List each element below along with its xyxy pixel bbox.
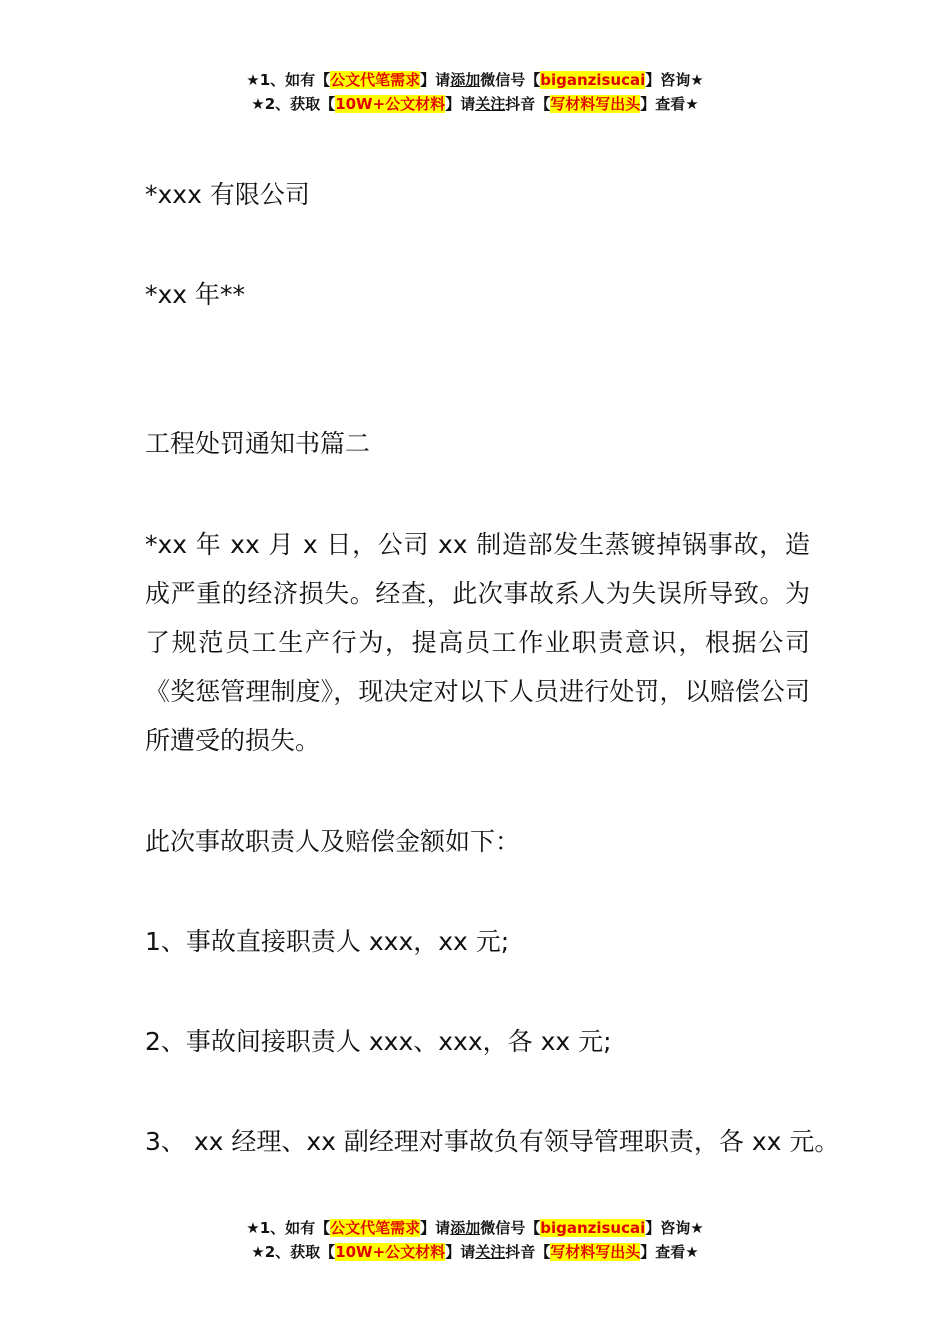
body-paragraph: *xx 年 xx 月 x 日，公司 xx 制造部发生蒸镀掉锅事故，造成严重的经济损失。经查，此次事故系人为失误所导致。为了规范员工生产行为，提高员工作业职责意识，根据公司《奖惩管理制度》，现决定对以下人员进行处罚，以赔偿公司所遭受的损失。 <box>145 530 810 755</box>
banner-highlight: 公文代笔需求 <box>330 71 421 89</box>
banner-text: 抖音【 <box>505 1243 551 1261</box>
banner-highlight: 10W+公文材料 <box>335 95 446 113</box>
banner-text: 】请 <box>445 95 476 113</box>
document-date: *xx 年** <box>145 280 246 309</box>
banner-text: 】查看★ <box>640 1243 699 1261</box>
banner-text: 抖音【 <box>505 95 551 113</box>
banner-text: 】咨询★ <box>645 1219 704 1237</box>
banner-highlight: biganzisucai <box>540 71 646 89</box>
banner-underlined: 关注 <box>475 95 506 113</box>
banner-text: 】请 <box>420 1219 451 1237</box>
banner-highlight: 10W+公文材料 <box>335 1243 446 1261</box>
banner-underlined: 关注 <box>475 1243 506 1261</box>
banner-highlight: 公文代笔需求 <box>330 1219 421 1237</box>
footer-banner <box>0 1216 950 1264</box>
header-banner <box>0 68 950 116</box>
list-item: 2、事故间接职责人 xxx、xxx，各 xx 元; <box>145 1027 612 1056</box>
banner-highlight: 写材料写出头 <box>550 95 641 113</box>
banner-line-2 <box>0 1240 950 1264</box>
banner-line-1 <box>0 68 950 92</box>
company-name: *xxx 有限公司 <box>145 180 310 209</box>
banner-text: ★2、获取【 <box>251 1243 336 1261</box>
banner-underlined: 添加 <box>450 1219 481 1237</box>
banner-highlight: 写材料写出头 <box>550 1243 641 1261</box>
banner-underlined: 添加 <box>450 71 481 89</box>
list-item: 3、 xx 经理、xx 副经理对事故负有领导管理职责，各 xx 元。 <box>145 1127 840 1156</box>
banner-highlight: biganzisucai <box>540 1219 646 1237</box>
banner-text: 】请 <box>445 1243 476 1261</box>
banner-text: 微信号【 <box>480 71 541 89</box>
banner-text: ★2、获取【 <box>251 95 336 113</box>
banner-line-1 <box>0 1216 950 1240</box>
banner-text: 】查看★ <box>640 95 699 113</box>
banner-text: 微信号【 <box>480 1219 541 1237</box>
section-title: 工程处罚通知书篇二 <box>145 429 371 458</box>
list-intro: 此次事故职责人及赔偿金额如下： <box>145 827 521 856</box>
banner-text: 】咨询★ <box>645 71 704 89</box>
banner-text: ★1、如有【 <box>246 71 331 89</box>
banner-text: 】请 <box>420 71 451 89</box>
banner-line-2 <box>0 92 950 116</box>
banner-text: ★1、如有【 <box>246 1219 331 1237</box>
list-item: 1、事故直接职责人 xxx，xx 元; <box>145 927 510 956</box>
